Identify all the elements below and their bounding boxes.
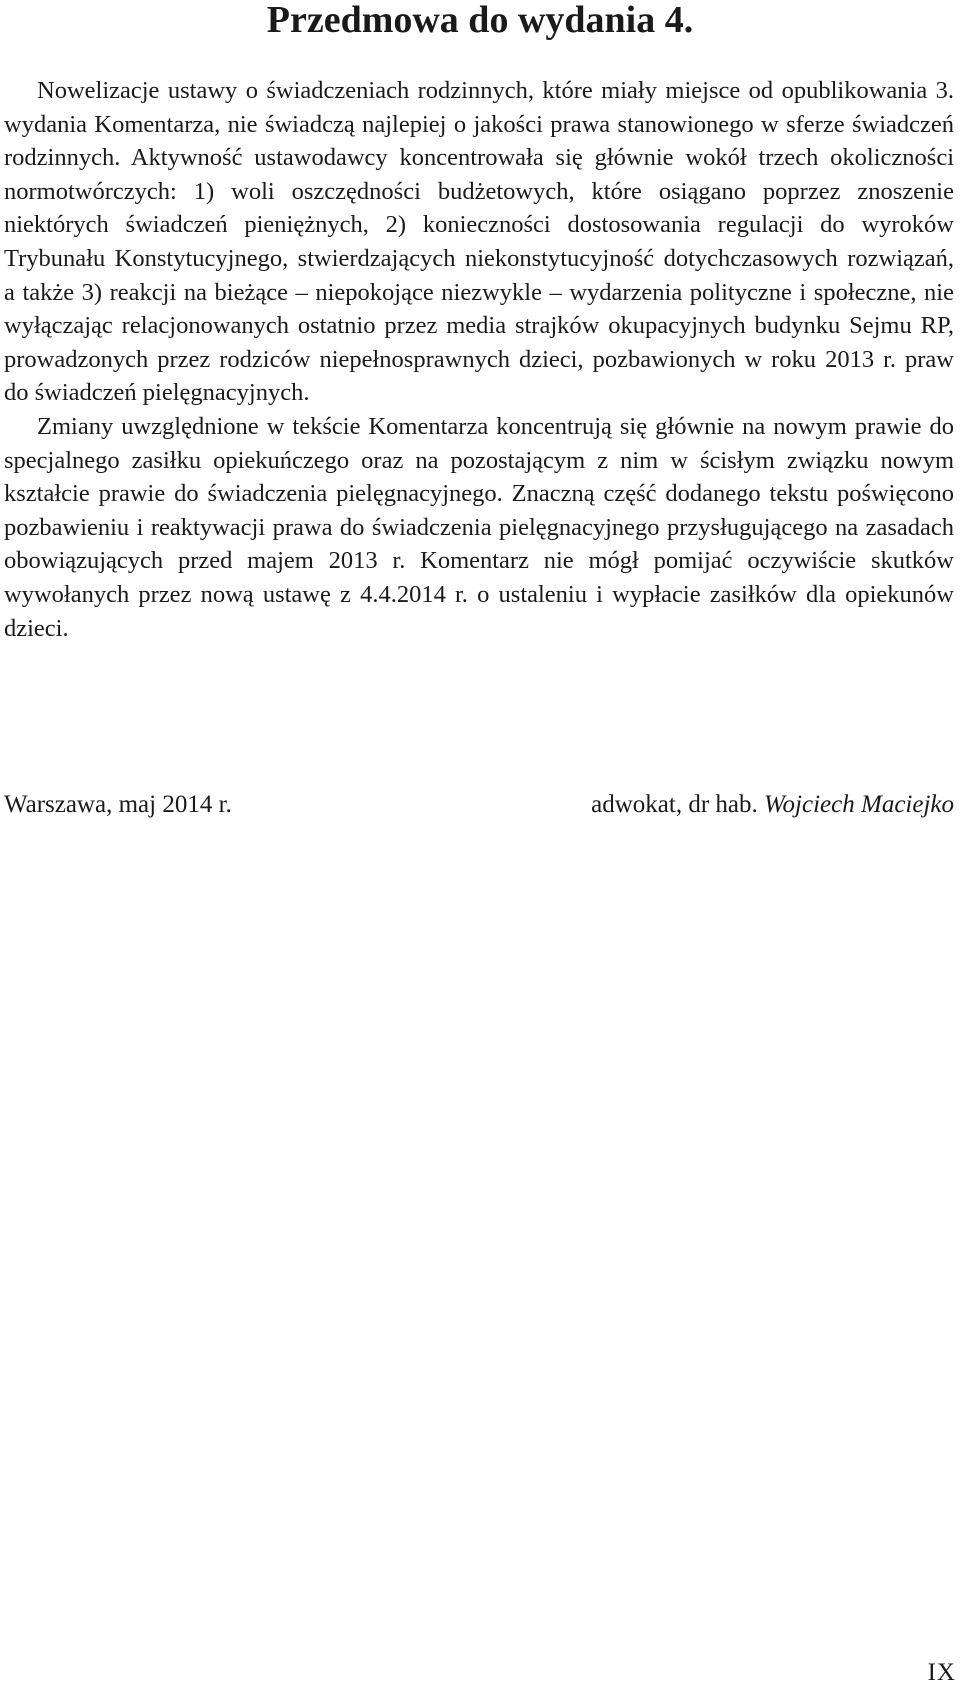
author-title: adwokat, dr hab. xyxy=(591,791,758,818)
author xyxy=(591,788,954,822)
author-name: Wojciech Maciejko xyxy=(764,791,954,818)
paragraph-1: Nowelizacje ustawy o świadczeniach rodzinnych, które miały miejsce od opublikowania 3. wydania Komentarza, nie świadczą najlepiej o jakości prawa stanowionego w sferze świadczeń rodzinnych. Aktywność ustawodawcy koncentrowała się głównie wokół trzech okoliczności normotwórczych: 1) woli oszczędności budżetowych, które osiągano poprzez znoszenie niektórych świadczeń pieniężnych, 2) konieczności dostosowania regulacji do wyroków Trybunału Konstytucyjnego, stwierdzających niekonstytucyjność dotychczasowych rozwiązań, a także 3) reakcji na bieżące – niepokojące niezwykle – wydarzenia polityczne i społeczne, nie wyłączając relacjonowanych ostatnio przez media strajków okupacyjnych budynku Sejmu RP, prowadzonych przez rodziców niepełnosprawnych dzieci, pozbawionych w roku 2013 r. praw do świadczeń pielęgnacyjnych. xyxy=(4,77,954,407)
page-number: IX xyxy=(927,1659,956,1686)
body-text xyxy=(4,74,954,645)
page-title: Przedmowa do wydania 4. xyxy=(266,0,694,41)
paragraph-2: Zmiany uwzględnione w tekście Komentarza koncentrują się głównie na nowym prawie do specjalnego zasiłku opiekuńczego oraz na pozostającym z nim w ścisłym związku nowym kształcie prawie do świadczenia pielęgnacyjnego. Znaczną część dodanego tekstu poświęcono pozbawieniu i reaktywacji prawa do świadczenia pielęgnacyjnego przysługującego na zasadach obowiązujących przed majem 2013 r. Komentarz nie mógł pomijać oczywiście skutków wywołanych przez nową ustawę z 4.4.2014 r. o ustaleniu i wypłacie zasiłków dla opiekunów dzieci. xyxy=(4,412,954,642)
place-date: Warszawa, maj 2014 r. xyxy=(4,791,232,818)
